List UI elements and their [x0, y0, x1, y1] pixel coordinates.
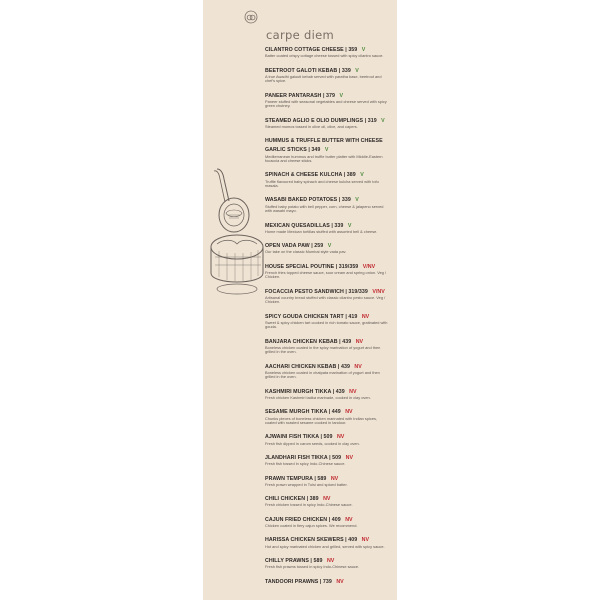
item-description: Chicken coated in fiery cajun spices. We recommend. — [265, 523, 358, 529]
nonveg-tag: NV — [323, 496, 331, 503]
item-name: CHILI CHICKEN | 389 — [265, 496, 319, 503]
nonveg-tag: NV — [345, 409, 353, 416]
nonveg-tag: NV — [336, 578, 344, 585]
item-description: Our take on the classic Mumbai style vada pav. — [265, 249, 347, 255]
menu-item — [265, 576, 389, 585]
menu-item — [265, 361, 389, 380]
veg-tag: V — [327, 243, 332, 250]
item-name: HUMMUS & TRUFFLE BUTTER WITH CHEESE GARLIC STICKS | 349 — [265, 138, 383, 154]
veg-tag: V — [361, 47, 366, 53]
veg-nonveg-tag: V/NV — [372, 288, 385, 295]
menu-item — [265, 514, 389, 529]
item-description: Stuffed baby potato with bell pepper, corn, cheese & jalapeno served with wasabi mayo. — [265, 203, 384, 214]
steamer-basket-illustration-icon — [203, 227, 265, 297]
veg-tag: V — [355, 197, 359, 204]
item-name: TANDOORI PRAWNS | 739 — [265, 578, 332, 585]
item-name: AJWAINI FISH TIKKA | 509 — [265, 434, 333, 441]
menu-item — [265, 311, 389, 330]
item-name: BEETROOT GALOTI KEBAB | 339 — [265, 67, 351, 74]
nonveg-tag: NV — [345, 455, 353, 462]
menu-item — [265, 336, 389, 355]
item-description: Boneless chicken coated in chatpata marination of yogurt and then grilled in the oven. — [265, 369, 380, 380]
nonveg-tag: NV — [355, 338, 364, 345]
item-description: Chunks pieces of boneless chicken marinated with Indian spices, coated with roasted sesame cooked in tandoor. — [265, 415, 378, 426]
menu-item — [265, 220, 389, 235]
item-name: KASHMIRI MURGH TIKKA | 439 — [265, 388, 345, 395]
item-description: Fresh chicken tossed in spicy Indo-Chinese sauce. — [265, 502, 353, 508]
nonveg-tag: NV — [354, 363, 362, 370]
item-name: FOCACCIA PESTO SANDWICH | 319/339 — [265, 288, 368, 295]
item-name: PANEER PANTARASH | 379 — [265, 92, 335, 99]
item-description: Fresh fish prawns tossed in spicy Indo-Chinese sauce. — [265, 564, 360, 570]
item-description: Boneless chicken coated in the spicy marination of yogurt and then grilled in the oven. — [265, 344, 381, 355]
menu-item — [265, 240, 389, 255]
item-name: OPEN VADA PAW | 259 — [265, 243, 324, 250]
menu-item — [265, 452, 389, 467]
menu-items-list — [265, 44, 389, 585]
item-description: Mediterranean hummus and truffle butter platter with Middle-Eastern focaccia and cheese sticks. — [265, 153, 383, 164]
item-description: Fresh prawn wrapped in Tulsi and spiced batter. — [265, 481, 348, 487]
nonveg-tag: NV — [336, 434, 345, 441]
item-name: HOUSE SPECIAL POUTINE | 319/359 — [265, 263, 359, 270]
item-description: Sweet & spicy chicken tart cooked in rich tomato sauce, gratinated with gouda. — [265, 319, 388, 330]
menu-item — [265, 261, 389, 280]
menu-item — [265, 194, 389, 213]
menu-item — [265, 65, 389, 84]
item-description: Fresh fish tossed in spicy Indo-Chinese sauce. — [265, 461, 346, 467]
item-description: Truffle flavoured baby spinach and cheese kulcha served with tofu masala. — [265, 178, 379, 189]
item-description: Steamed momos tossed in olive oil, olive, and capers. — [265, 123, 358, 129]
veg-tag: V — [360, 172, 364, 179]
nonveg-tag: NV — [345, 516, 353, 523]
menu-item — [265, 534, 389, 549]
menu-item — [265, 406, 389, 425]
item-name: SPICY GOUDA CHICKEN TART | 419 — [265, 313, 358, 320]
brand-name: carpe diem — [266, 28, 334, 42]
logo-mark-icon — [244, 10, 258, 24]
menu-item — [265, 473, 389, 488]
nonveg-tag: NV — [361, 313, 370, 320]
menu-item — [265, 90, 389, 109]
item-description: Batter coated crispy cottage cheese tossed with spicy cilantro sauce. — [265, 53, 384, 59]
item-name: SESAME MURGH TIKKA | 449 — [265, 409, 341, 416]
menu-item — [265, 135, 389, 163]
veg-tag: V — [339, 92, 343, 99]
item-description: Paneer stuffed with seasonal vegetables and cheese served with spicy green chutney. — [265, 98, 387, 109]
item-name: CHILLY PRAWNS | 589 — [265, 558, 323, 565]
item-description: Artisanal country bread stuffed with classic cilantro pesto sauce. Veg / Chicken. — [265, 294, 386, 305]
item-description: Fresh fish dipped in carom seeds, cooked in clay oven. — [265, 440, 360, 446]
item-name: CILANTRO COTTAGE CHEESE | 359 — [265, 47, 358, 53]
item-description: French fries topped cheese sauce, sour cream and spring onion. Veg / Chicken. — [265, 269, 387, 280]
item-name: WASABI BAKED POTATOES | 339 — [265, 197, 351, 204]
menu-item — [265, 493, 389, 508]
item-description: Hot and spicy marinated chicken and grilled, served with spicy sauce. — [265, 543, 385, 549]
menu-item — [265, 431, 389, 446]
menu-item — [265, 44, 389, 59]
item-name: BANJARA CHICKEN KEBAB | 439 — [265, 338, 352, 345]
veg-tag: V — [324, 147, 329, 154]
menu-item — [265, 555, 389, 570]
item-description: Fresh chicken Kashmiri tadka marinade, cooked in clay oven. — [265, 395, 371, 400]
veg-nonveg-tag: V/NV — [362, 263, 376, 270]
logo — [203, 4, 397, 46]
veg-tag: V — [355, 67, 359, 74]
nonveg-tag: NV — [326, 558, 335, 565]
menu-item — [265, 386, 389, 401]
veg-tag: V — [381, 117, 385, 124]
item-name: PRAWN TEMPURA | 589 — [265, 475, 327, 482]
item-name: CAJUN FRIED CHICKEN | 409 — [265, 516, 341, 523]
nonveg-tag: NV — [330, 475, 339, 482]
menu-item — [265, 115, 389, 130]
item-name: MEXICAN QUESADILLAS | 339 — [265, 222, 344, 229]
nonveg-tag: NV — [349, 388, 357, 395]
item-name: JLANDHARI FISH TIKKA | 509 — [265, 455, 342, 462]
veg-tag: V — [347, 222, 352, 229]
item-description: A true Awadhi galouti kebab served with paratha base, beetroot and chef's spice. — [265, 73, 382, 84]
item-description: Home made Mexican tortillas stuffed with assorted bell & cheese. — [265, 228, 378, 234]
menu-item — [265, 286, 389, 305]
nonveg-tag: NV — [361, 537, 370, 544]
item-name: STEAMED AGLIO E OLIO DUMPLINGS | 319 — [265, 117, 377, 124]
item-name: HARISSA CHICKEN SKEWERS | 409 — [265, 537, 358, 544]
item-name: AACHARI CHICKEN KEBAB | 439 — [265, 363, 350, 370]
menu-item — [265, 169, 389, 188]
item-name: SPINACH & CHEESE KULCHA | 389 — [265, 172, 356, 179]
menu-page — [203, 0, 397, 600]
